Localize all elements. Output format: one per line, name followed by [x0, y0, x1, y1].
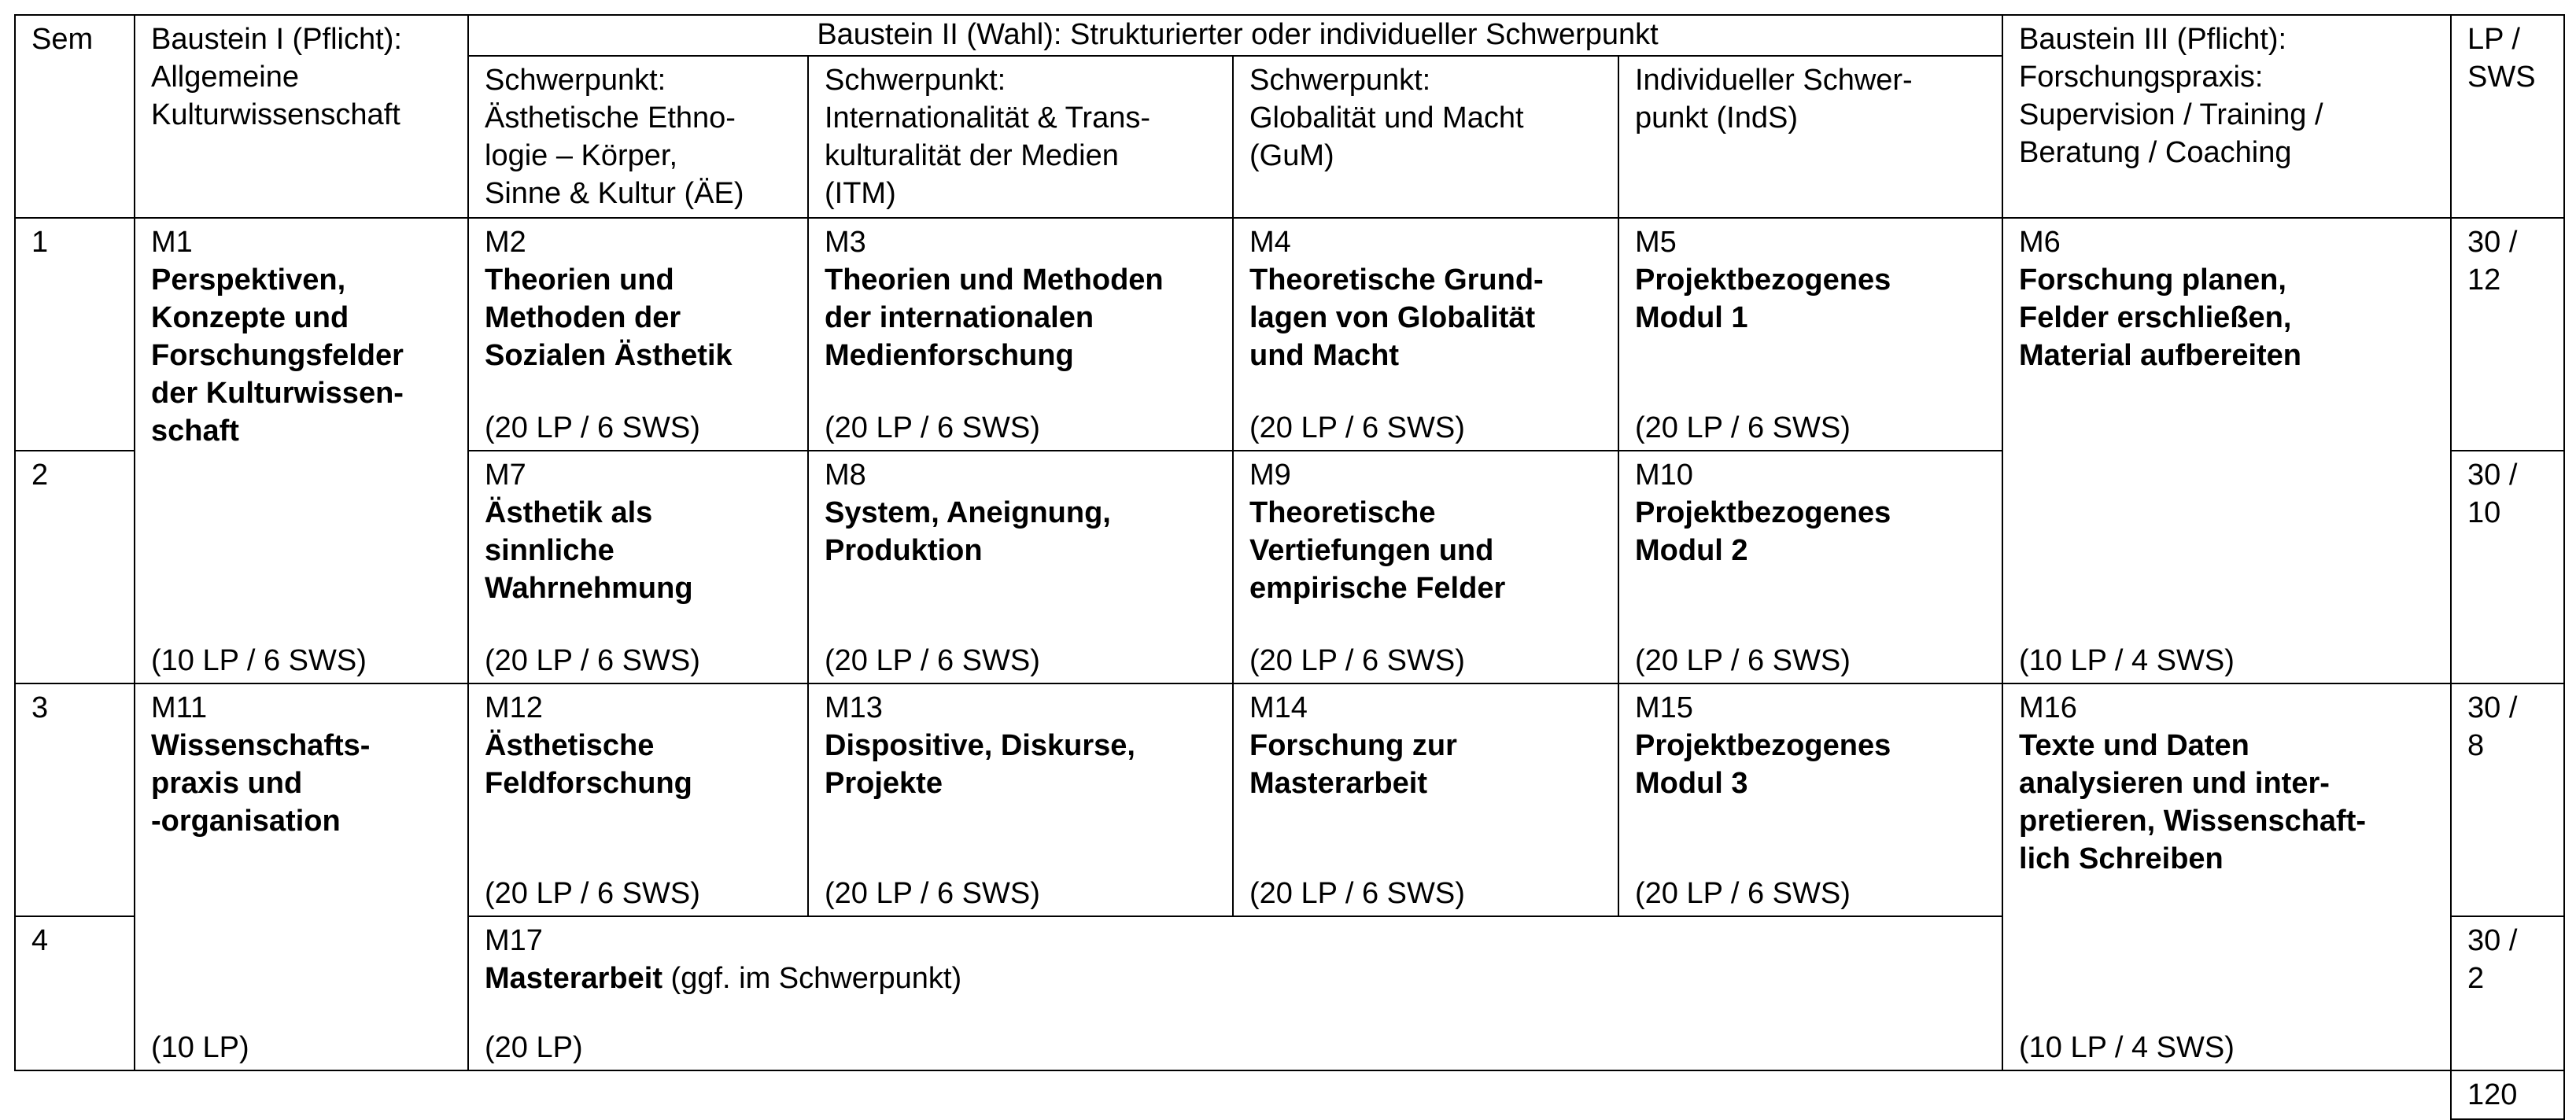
module-title	[1249, 261, 1607, 374]
module-credits: (20 LP / 6 SWS)	[1635, 411, 1851, 444]
semester-total-line: 10	[2467, 496, 2501, 529]
module-title	[2019, 261, 2439, 374]
semester-total-line: 30 /	[2467, 924, 2518, 957]
header-lp-line: SWS	[2467, 61, 2536, 94]
module-title-line: System, Aneignung,	[825, 496, 1111, 529]
module-title-line: sinnliche	[485, 534, 614, 567]
module-m9	[1233, 451, 1618, 683]
module-credits: (20 LP / 6 SWS)	[1635, 644, 1851, 677]
module-title-line: der Kulturwissen-	[151, 377, 404, 410]
module-credits: (20 LP / 6 SWS)	[485, 644, 700, 677]
module-title-line: und Macht	[1249, 339, 1399, 372]
module-id: M7	[485, 459, 526, 492]
module-title-line: Vertiefungen und	[1249, 534, 1494, 567]
semester-total-line: 8	[2467, 729, 2485, 762]
header-gum-line: (GuM)	[1249, 139, 1334, 172]
module-m2	[468, 218, 808, 451]
module-title-line: Modul 1	[1635, 301, 1748, 334]
header-baustein-3	[2002, 15, 2451, 218]
module-m8	[808, 451, 1233, 683]
module-m7	[468, 451, 808, 683]
module-title-line: Projektbezogenes	[1635, 729, 1891, 762]
module-id: M6	[2019, 226, 2061, 259]
header-b1-line: Allgemeine	[151, 61, 299, 94]
header-lp-sws	[2451, 15, 2564, 218]
header-sem	[15, 15, 135, 218]
module-title-line: praxis und	[151, 767, 303, 800]
semester-number: 1	[31, 226, 49, 259]
module-m13	[808, 683, 1233, 916]
module-title-line: Methoden der	[485, 301, 681, 334]
semester-total-line: 30 /	[2467, 226, 2518, 259]
module-title-line: Theoretische	[1249, 496, 1436, 529]
semester-total-line: 12	[2467, 263, 2501, 297]
module-credits: (20 LP / 6 SWS)	[825, 877, 1040, 910]
header-lp-line: LP /	[2467, 23, 2520, 56]
module-title	[1635, 727, 1991, 802]
module-credits: (10 LP / 6 SWS)	[151, 644, 367, 677]
semester-total-line: 2	[2467, 962, 2485, 995]
module-title-line: Theoretische Grund-	[1249, 263, 1544, 297]
module-title-line: Masterarbeit	[1249, 767, 1427, 800]
module-credits: (20 LP / 6 SWS)	[825, 411, 1040, 444]
grand-total-value: 120	[2467, 1078, 2518, 1111]
header-b3-line: Baustein III (Pflicht):	[2019, 23, 2287, 56]
header-itm-line: (ITM)	[825, 177, 896, 210]
study-plan-table	[14, 14, 2565, 1120]
module-title-line: Medienforschung	[825, 339, 1074, 372]
module-credits: (20 LP / 6 SWS)	[1635, 877, 1851, 910]
module-title	[485, 494, 796, 607]
header-ae-line: logie – Körper,	[485, 139, 678, 172]
module-title-line: Projektbezogenes	[1635, 263, 1891, 297]
module-id: M4	[1249, 226, 1291, 259]
module-title-line: Modul 2	[1635, 534, 1748, 567]
module-title-line: Feldforschung	[485, 767, 692, 800]
module-credits: (20 LP)	[485, 1031, 583, 1064]
module-title-line: Ästhetische	[485, 729, 655, 762]
module-title-line: Forschung zur	[1249, 729, 1457, 762]
module-title-line: Texte und Daten	[2019, 729, 2249, 762]
grand-total	[2451, 1070, 2564, 1119]
module-title-line: lich Schreiben	[2019, 842, 2224, 875]
module-id: M12	[485, 691, 543, 724]
module-title	[1635, 494, 1991, 569]
module-m4	[1233, 218, 1618, 451]
module-title-line: Dispositive, Diskurse,	[825, 729, 1135, 762]
semester-cell	[15, 916, 135, 1070]
module-m5	[1618, 218, 2002, 451]
module-id: M17	[485, 924, 543, 957]
module-credits: (20 LP / 6 SWS)	[485, 877, 700, 910]
module-id: M15	[1635, 691, 1693, 724]
module-title-line: Wahrnehmung	[485, 572, 693, 605]
module-title-line: empirische Felder	[1249, 572, 1506, 605]
module-title-line: Felder erschließen,	[2019, 301, 2292, 334]
header-gum-line: Globalität und Macht	[1249, 101, 1524, 134]
module-id: M1	[151, 226, 193, 259]
module-title-line: schaft	[151, 414, 239, 448]
header-inds-line: punkt (IndS)	[1635, 101, 1798, 134]
module-title-line: der internationalen	[825, 301, 1094, 334]
module-credits: (20 LP / 6 SWS)	[1249, 877, 1465, 910]
semester-total-line: 30 /	[2467, 691, 2518, 724]
module-title-line: Perspektiven,	[151, 263, 346, 297]
module-id: M11	[151, 691, 208, 724]
header-b2-label: Baustein II (Wahl): Strukturierter oder individueller Schwerpunkt	[817, 18, 1659, 51]
module-title	[1635, 261, 1991, 337]
semester-total	[2451, 451, 2564, 683]
module-id: M10	[1635, 459, 1693, 492]
module-title-line: Wissenschafts-	[151, 729, 371, 762]
module-title-line: Theorien und	[485, 263, 674, 297]
module-title	[825, 261, 1221, 374]
module-m16	[2002, 683, 2451, 1070]
module-m11	[135, 683, 468, 1070]
module-title-note: (ggf. im Schwerpunkt)	[662, 962, 962, 995]
module-title	[151, 261, 456, 450]
module-title-line: Projektbezogenes	[1635, 496, 1891, 529]
module-title	[2019, 727, 2439, 878]
module-m10	[1618, 451, 2002, 683]
semester-cell	[15, 683, 135, 916]
module-title	[1249, 494, 1607, 607]
module-title-bold: Masterarbeit	[485, 962, 662, 995]
module-m17	[468, 916, 2002, 1070]
module-title	[485, 727, 796, 802]
module-title-line: pretieren, Wissenschaft-	[2019, 805, 2367, 838]
module-id: M3	[825, 226, 866, 259]
header-baustein-1	[135, 15, 468, 218]
header-schwerpunkt-ae	[468, 56, 808, 218]
module-title-line: Sozialen Ästhetik	[485, 339, 733, 372]
sum-spacer	[15, 1070, 2451, 1119]
module-m14	[1233, 683, 1618, 916]
header-itm-line: Schwerpunkt:	[825, 64, 1006, 97]
module-title	[825, 494, 1221, 569]
header-ae-line: Sinne & Kultur (ÄE)	[485, 177, 744, 210]
module-title-line: Forschungsfelder	[151, 339, 404, 372]
header-b3-line: Beratung / Coaching	[2019, 136, 2292, 169]
header-ae-line: Ästhetische Ethno-	[485, 101, 736, 134]
module-m12	[468, 683, 808, 916]
module-title-line: -organisation	[151, 805, 341, 838]
module-title-line: Forschung planen,	[2019, 263, 2286, 297]
module-id: M2	[485, 226, 526, 259]
module-credits: (20 LP / 6 SWS)	[825, 644, 1040, 677]
header-inds-line: Individueller Schwer-	[1635, 64, 1913, 97]
module-credits: (20 LP / 6 SWS)	[1249, 411, 1465, 444]
semester-number: 2	[31, 459, 49, 492]
module-credits: (10 LP / 4 SWS)	[2019, 1031, 2235, 1064]
module-title-line: Projekte	[825, 767, 943, 800]
semester-total	[2451, 218, 2564, 451]
semester-total-line: 30 /	[2467, 459, 2518, 492]
module-title-line: Material aufbereiten	[2019, 339, 2302, 372]
module-id: M14	[1249, 691, 1308, 724]
header-schwerpunkt-gum	[1233, 56, 1618, 218]
module-title	[485, 261, 796, 374]
module-title-line: Produktion	[825, 534, 983, 567]
module-id: M16	[2019, 691, 2077, 724]
header-itm-line: kulturalität der Medien	[825, 139, 1119, 172]
module-m1	[135, 218, 468, 683]
header-b3-line: Forschungspraxis:	[2019, 61, 2264, 94]
module-title-line: Modul 3	[1635, 767, 1748, 800]
module-id: M13	[825, 691, 883, 724]
header-b1-line: Baustein I (Pflicht):	[151, 23, 402, 56]
module-title-line: lagen von Globalität	[1249, 301, 1536, 334]
module-id: M5	[1635, 226, 1677, 259]
module-credits: (20 LP / 6 SWS)	[1249, 644, 1465, 677]
header-b1-line: Kulturwissenschaft	[151, 98, 400, 131]
module-title	[825, 727, 1221, 802]
module-id: M9	[1249, 459, 1291, 492]
header-schwerpunkt-inds	[1618, 56, 2002, 218]
header-b3-line: Supervision / Training /	[2019, 98, 2323, 131]
module-credits: (10 LP / 4 SWS)	[2019, 644, 2235, 677]
header-ae-line: Schwerpunkt:	[485, 64, 666, 97]
semester-cell	[15, 218, 135, 451]
module-title	[151, 727, 456, 840]
module-title	[1249, 727, 1607, 802]
module-credits: (20 LP / 6 SWS)	[485, 411, 700, 444]
module-id: M8	[825, 459, 866, 492]
module-title	[485, 960, 1991, 997]
module-title-line: analysieren und inter-	[2019, 767, 2330, 800]
module-title-line: Ästhetik als	[485, 496, 653, 529]
module-title-line: Konzepte und	[151, 301, 349, 334]
module-credits: (10 LP)	[151, 1031, 249, 1064]
module-m3	[808, 218, 1233, 451]
header-baustein-2	[468, 15, 2002, 56]
header-gum-line: Schwerpunkt:	[1249, 64, 1431, 97]
module-m6	[2002, 218, 2451, 683]
semester-total	[2451, 916, 2564, 1070]
header-itm-line: Internationalität & Trans-	[825, 101, 1150, 134]
semester-number: 3	[31, 691, 49, 724]
semester-total	[2451, 683, 2564, 916]
module-m15	[1618, 683, 2002, 916]
semester-cell	[15, 451, 135, 683]
header-sem-label: Sem	[31, 23, 94, 56]
module-title-line: Theorien und Methoden	[825, 263, 1164, 297]
semester-number: 4	[31, 924, 49, 957]
header-schwerpunkt-itm	[808, 56, 1233, 218]
